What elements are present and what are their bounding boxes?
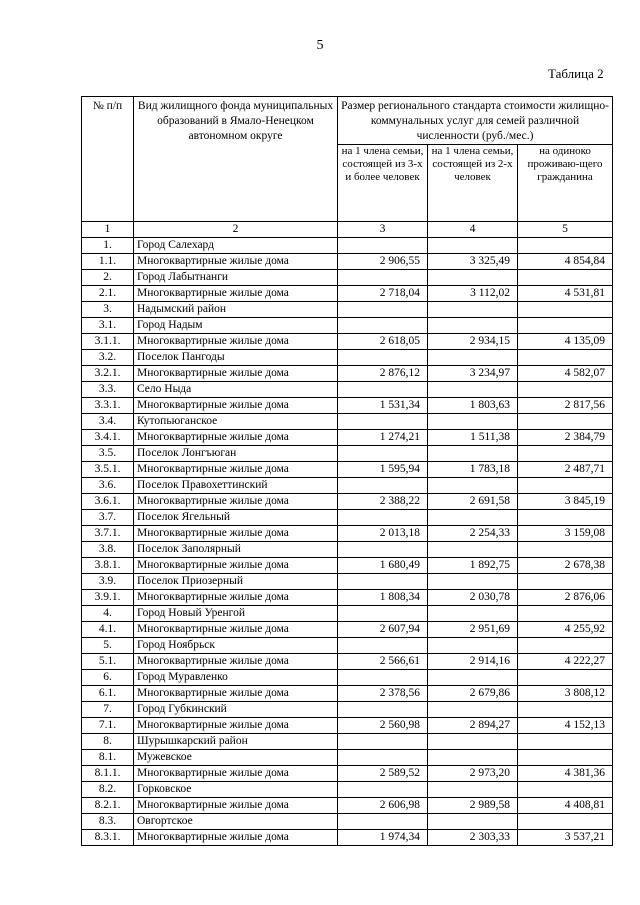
value-cell-single-person <box>518 350 613 366</box>
value-cell-2-persons <box>428 414 518 430</box>
table-row <box>82 302 613 318</box>
row-name-cell: Мужевское <box>134 750 338 766</box>
row-name-cell: Многоквартирные жилые дома <box>134 334 338 350</box>
value-cell-3-plus-persons: 2 876,12 <box>338 366 428 382</box>
value-cell-2-persons: 2 254,33 <box>428 526 518 542</box>
value-cell-2-persons: 1 783,18 <box>428 462 518 478</box>
value-cell-2-persons <box>428 638 518 654</box>
row-number-cell: 3.1. <box>82 318 134 334</box>
value-cell-3-plus-persons: 2 618,05 <box>338 334 428 350</box>
value-cell-2-persons: 1 892,75 <box>428 558 518 574</box>
row-name-cell: Многоквартирные жилые дома <box>134 366 338 382</box>
table-row <box>82 574 613 590</box>
row-number-cell: 8. <box>82 734 134 750</box>
value-cell-single-person: 2 678,38 <box>518 558 613 574</box>
table-row <box>82 654 613 670</box>
value-cell-single-person: 3 159,08 <box>518 526 613 542</box>
table-row <box>82 558 613 574</box>
value-cell-3-plus-persons <box>338 350 428 366</box>
row-number-cell: 8.3. <box>82 814 134 830</box>
row-name-cell: Поселок Лонгъюган <box>134 446 338 462</box>
column-index-row <box>82 222 613 238</box>
row-name-cell: Многоквартирные жилые дома <box>134 830 338 846</box>
index-cell: 2 <box>134 222 338 238</box>
value-cell-single-person <box>518 302 613 318</box>
value-cell-single-person: 2 817,56 <box>518 398 613 414</box>
value-cell-3-plus-persons <box>338 542 428 558</box>
table-row <box>82 526 613 542</box>
table-row <box>82 686 613 702</box>
row-number-cell: 8.1.1. <box>82 766 134 782</box>
index-cell: 5 <box>518 222 613 238</box>
value-cell-single-person <box>518 750 613 766</box>
index-cell: 4 <box>428 222 518 238</box>
value-cell-2-persons <box>428 318 518 334</box>
value-cell-2-persons <box>428 782 518 798</box>
value-cell-2-persons <box>428 270 518 286</box>
value-cell-single-person <box>518 782 613 798</box>
value-cell-single-person: 4 408,81 <box>518 798 613 814</box>
cost-standard-table <box>81 96 613 846</box>
value-cell-2-persons: 2 934,15 <box>428 334 518 350</box>
value-cell-2-persons: 2 989,58 <box>428 798 518 814</box>
value-cell-3-plus-persons: 2 589,52 <box>338 766 428 782</box>
table-row <box>82 734 613 750</box>
value-cell-3-plus-persons: 1 808,34 <box>338 590 428 606</box>
value-cell-3-plus-persons: 1 595,94 <box>338 462 428 478</box>
value-cell-2-persons: 2 973,20 <box>428 766 518 782</box>
value-cell-2-persons <box>428 574 518 590</box>
table-row <box>82 430 613 446</box>
row-name-cell: Овгортское <box>134 814 338 830</box>
row-number-cell: 8.2. <box>82 782 134 798</box>
value-cell-3-plus-persons: 2 378,56 <box>338 686 428 702</box>
value-cell-single-person <box>518 414 613 430</box>
value-cell-3-plus-persons <box>338 414 428 430</box>
value-cell-single-person <box>518 542 613 558</box>
value-cell-2-persons <box>428 446 518 462</box>
row-name-cell: Многоквартирные жилые дома <box>134 254 338 270</box>
value-cell-single-person <box>518 574 613 590</box>
row-number-cell: 6.1. <box>82 686 134 702</box>
table-row <box>82 398 613 414</box>
table-row <box>82 830 613 846</box>
row-number-cell: 1. <box>82 238 134 254</box>
row-name-cell: Многоквартирные жилые дома <box>134 398 338 414</box>
row-number-cell: 7. <box>82 702 134 718</box>
header-num: № п/п <box>82 97 134 222</box>
table-label: Таблица 2 <box>548 66 604 81</box>
row-number-cell: 3.5.1. <box>82 462 134 478</box>
table-row <box>82 286 613 302</box>
table-row <box>82 462 613 478</box>
row-name-cell: Многоквартирные жилые дома <box>134 766 338 782</box>
row-number-cell: 5. <box>82 638 134 654</box>
row-name-cell: Город Ноябрьск <box>134 638 338 654</box>
row-number-cell: 3.1.1. <box>82 334 134 350</box>
table-row <box>82 510 613 526</box>
table-row <box>82 590 613 606</box>
row-name-cell: Многоквартирные жилые дома <box>134 494 338 510</box>
value-cell-single-person <box>518 270 613 286</box>
value-cell-3-plus-persons: 2 718,04 <box>338 286 428 302</box>
row-number-cell: 3.7. <box>82 510 134 526</box>
row-name-cell: Шурышкарский район <box>134 734 338 750</box>
row-number-cell: 7.1. <box>82 718 134 734</box>
value-cell-3-plus-persons <box>338 606 428 622</box>
value-cell-2-persons <box>428 350 518 366</box>
table-row <box>82 318 613 334</box>
row-name-cell: Город Новый Уренгой <box>134 606 338 622</box>
value-cell-single-person <box>518 638 613 654</box>
value-cell-2-persons <box>428 542 518 558</box>
row-number-cell: 3.3. <box>82 382 134 398</box>
row-number-cell: 8.1. <box>82 750 134 766</box>
row-name-cell: Многоквартирные жилые дома <box>134 718 338 734</box>
value-cell-3-plus-persons <box>338 318 428 334</box>
table-row <box>82 814 613 830</box>
table-row <box>82 782 613 798</box>
value-cell-3-plus-persons: 2 607,94 <box>338 622 428 638</box>
value-cell-single-person <box>518 510 613 526</box>
row-name-cell: Многоквартирные жилые дома <box>134 654 338 670</box>
table-row <box>82 366 613 382</box>
row-number-cell: 3.2. <box>82 350 134 366</box>
header-group: Размер регионального стандарта стоимости жилищно-коммунальных услуг для семей различной численности (руб./мес.) <box>338 97 613 145</box>
table-row <box>82 638 613 654</box>
value-cell-single-person: 2 487,71 <box>518 462 613 478</box>
value-cell-single-person <box>518 702 613 718</box>
row-name-cell: Многоквартирные жилые дома <box>134 526 338 542</box>
table-row <box>82 446 613 462</box>
row-name-cell: Город Губкинский <box>134 702 338 718</box>
value-cell-3-plus-persons <box>338 574 428 590</box>
value-cell-2-persons: 2 303,33 <box>428 830 518 846</box>
value-cell-single-person: 4 152,13 <box>518 718 613 734</box>
row-name-cell: Многоквартирные жилые дома <box>134 286 338 302</box>
table-row <box>82 494 613 510</box>
value-cell-3-plus-persons <box>338 302 428 318</box>
row-number-cell: 5.1. <box>82 654 134 670</box>
row-name-cell: Поселок Правохеттинский <box>134 478 338 494</box>
value-cell-single-person: 4 854,84 <box>518 254 613 270</box>
row-name-cell: Поселок Приозерный <box>134 574 338 590</box>
row-name-cell: Поселок Заполярный <box>134 542 338 558</box>
table-row <box>82 750 613 766</box>
value-cell-2-persons <box>428 670 518 686</box>
value-cell-3-plus-persons: 2 013,18 <box>338 526 428 542</box>
value-cell-single-person: 4 222,27 <box>518 654 613 670</box>
row-name-cell: Многоквартирные жилые дома <box>134 462 338 478</box>
row-name-cell: Город Салехард <box>134 238 338 254</box>
row-name-cell: Многоквартирные жилые дома <box>134 558 338 574</box>
table-row <box>82 670 613 686</box>
value-cell-3-plus-persons <box>338 382 428 398</box>
table-row <box>82 254 613 270</box>
table-row <box>82 238 613 254</box>
value-cell-single-person <box>518 446 613 462</box>
value-cell-3-plus-persons: 2 606,98 <box>338 798 428 814</box>
value-cell-2-persons <box>428 478 518 494</box>
table-row <box>82 718 613 734</box>
row-name-cell: Поселок Ягельный <box>134 510 338 526</box>
value-cell-3-plus-persons: 2 566,61 <box>338 654 428 670</box>
value-cell-3-plus-persons: 2 388,22 <box>338 494 428 510</box>
row-number-cell: 3.4. <box>82 414 134 430</box>
value-cell-single-person <box>518 606 613 622</box>
value-cell-3-plus-persons <box>338 270 428 286</box>
value-cell-3-plus-persons <box>338 782 428 798</box>
table-row <box>82 766 613 782</box>
value-cell-2-persons: 2 679,86 <box>428 686 518 702</box>
table-row <box>82 270 613 286</box>
value-cell-2-persons: 1 803,63 <box>428 398 518 414</box>
row-number-cell: 3.9.1. <box>82 590 134 606</box>
value-cell-2-persons <box>428 702 518 718</box>
value-cell-3-plus-persons <box>338 238 428 254</box>
header-col3: на 1 члена семьи, состоящей из 3-х и более человек <box>338 145 428 222</box>
header-col4: на 1 члена семьи, состоящей из 2-х человек <box>428 145 518 222</box>
row-number-cell: 3.9. <box>82 574 134 590</box>
row-number-cell: 8.3.1. <box>82 830 134 846</box>
row-name-cell: Кутопьюганское <box>134 414 338 430</box>
row-number-cell: 2.1. <box>82 286 134 302</box>
row-name-cell: Многоквартирные жилые дома <box>134 430 338 446</box>
table-row <box>82 622 613 638</box>
row-number-cell: 3. <box>82 302 134 318</box>
value-cell-2-persons: 3 234,97 <box>428 366 518 382</box>
value-cell-2-persons <box>428 510 518 526</box>
value-cell-single-person: 3 845,19 <box>518 494 613 510</box>
table-row <box>82 414 613 430</box>
value-cell-single-person: 3 537,21 <box>518 830 613 846</box>
table-row <box>82 702 613 718</box>
value-cell-2-persons: 2 914,16 <box>428 654 518 670</box>
row-number-cell: 3.5. <box>82 446 134 462</box>
value-cell-2-persons: 2 691,58 <box>428 494 518 510</box>
row-number-cell: 3.4.1. <box>82 430 134 446</box>
value-cell-3-plus-persons <box>338 814 428 830</box>
value-cell-single-person: 2 384,79 <box>518 430 613 446</box>
page-number: 5 <box>316 38 324 53</box>
value-cell-single-person <box>518 238 613 254</box>
value-cell-2-persons <box>428 606 518 622</box>
table-body <box>82 238 613 846</box>
value-cell-3-plus-persons: 1 680,49 <box>338 558 428 574</box>
value-cell-2-persons: 3 325,49 <box>428 254 518 270</box>
table-row <box>82 478 613 494</box>
value-cell-3-plus-persons: 1 974,34 <box>338 830 428 846</box>
value-cell-2-persons <box>428 750 518 766</box>
value-cell-single-person: 4 135,09 <box>518 334 613 350</box>
row-name-cell: Многоквартирные жилые дома <box>134 590 338 606</box>
value-cell-2-persons: 2 030,78 <box>428 590 518 606</box>
row-name-cell: Многоквартирные жилые дома <box>134 622 338 638</box>
value-cell-3-plus-persons <box>338 702 428 718</box>
table-row <box>82 334 613 350</box>
table-row <box>82 542 613 558</box>
row-number-cell: 3.2.1. <box>82 366 134 382</box>
row-number-cell: 3.8. <box>82 542 134 558</box>
table-row <box>82 350 613 366</box>
row-name-cell: Село Ныда <box>134 382 338 398</box>
row-number-cell: 3.7.1. <box>82 526 134 542</box>
value-cell-3-plus-persons: 2 906,55 <box>338 254 428 270</box>
row-number-cell: 3.8.1. <box>82 558 134 574</box>
value-cell-2-persons <box>428 302 518 318</box>
value-cell-single-person: 3 808,12 <box>518 686 613 702</box>
value-cell-2-persons: 2 894,27 <box>428 718 518 734</box>
value-cell-single-person <box>518 734 613 750</box>
value-cell-3-plus-persons <box>338 510 428 526</box>
value-cell-single-person <box>518 318 613 334</box>
row-name-cell: Город Муравленко <box>134 670 338 686</box>
value-cell-single-person <box>518 382 613 398</box>
header-col5: на одиноко проживаю-щего гражданина <box>518 145 613 222</box>
value-cell-2-persons <box>428 814 518 830</box>
value-cell-single-person <box>518 478 613 494</box>
value-cell-3-plus-persons <box>338 670 428 686</box>
row-name-cell: Город Надым <box>134 318 338 334</box>
value-cell-2-persons: 1 511,38 <box>428 430 518 446</box>
value-cell-single-person: 4 381,36 <box>518 766 613 782</box>
value-cell-single-person: 4 531,81 <box>518 286 613 302</box>
header-name: Вид жилищного фонда муниципальных образований в Ямало-Ненецком автономном округе <box>134 97 338 222</box>
row-number-cell: 8.2.1. <box>82 798 134 814</box>
value-cell-3-plus-persons <box>338 734 428 750</box>
row-name-cell: Город Лабытнанги <box>134 270 338 286</box>
value-cell-single-person: 2 876,06 <box>518 590 613 606</box>
value-cell-single-person <box>518 670 613 686</box>
value-cell-3-plus-persons <box>338 478 428 494</box>
value-cell-2-persons: 3 112,02 <box>428 286 518 302</box>
value-cell-single-person: 4 255,92 <box>518 622 613 638</box>
row-number-cell: 2. <box>82 270 134 286</box>
row-number-cell: 1.1. <box>82 254 134 270</box>
value-cell-3-plus-persons <box>338 750 428 766</box>
table-row <box>82 798 613 814</box>
index-cell: 3 <box>338 222 428 238</box>
value-cell-3-plus-persons: 1 274,21 <box>338 430 428 446</box>
row-number-cell: 3.3.1. <box>82 398 134 414</box>
row-number-cell: 4. <box>82 606 134 622</box>
value-cell-2-persons <box>428 734 518 750</box>
row-name-cell: Поселок Пангоды <box>134 350 338 366</box>
value-cell-2-persons <box>428 382 518 398</box>
row-number-cell: 6. <box>82 670 134 686</box>
value-cell-3-plus-persons: 1 531,34 <box>338 398 428 414</box>
row-number-cell: 3.6.1. <box>82 494 134 510</box>
row-number-cell: 3.6. <box>82 478 134 494</box>
value-cell-single-person <box>518 814 613 830</box>
value-cell-2-persons: 2 951,69 <box>428 622 518 638</box>
row-number-cell: 4.1. <box>82 622 134 638</box>
row-name-cell: Многоквартирные жилые дома <box>134 798 338 814</box>
row-name-cell: Многоквартирные жилые дома <box>134 686 338 702</box>
value-cell-3-plus-persons <box>338 638 428 654</box>
index-cell: 1 <box>82 222 134 238</box>
row-name-cell: Надымский район <box>134 302 338 318</box>
row-name-cell: Горковское <box>134 782 338 798</box>
value-cell-3-plus-persons: 2 560,98 <box>338 718 428 734</box>
value-cell-2-persons <box>428 238 518 254</box>
value-cell-single-person: 4 582,07 <box>518 366 613 382</box>
value-cell-3-plus-persons <box>338 446 428 462</box>
table-row <box>82 382 613 398</box>
table-row <box>82 606 613 622</box>
